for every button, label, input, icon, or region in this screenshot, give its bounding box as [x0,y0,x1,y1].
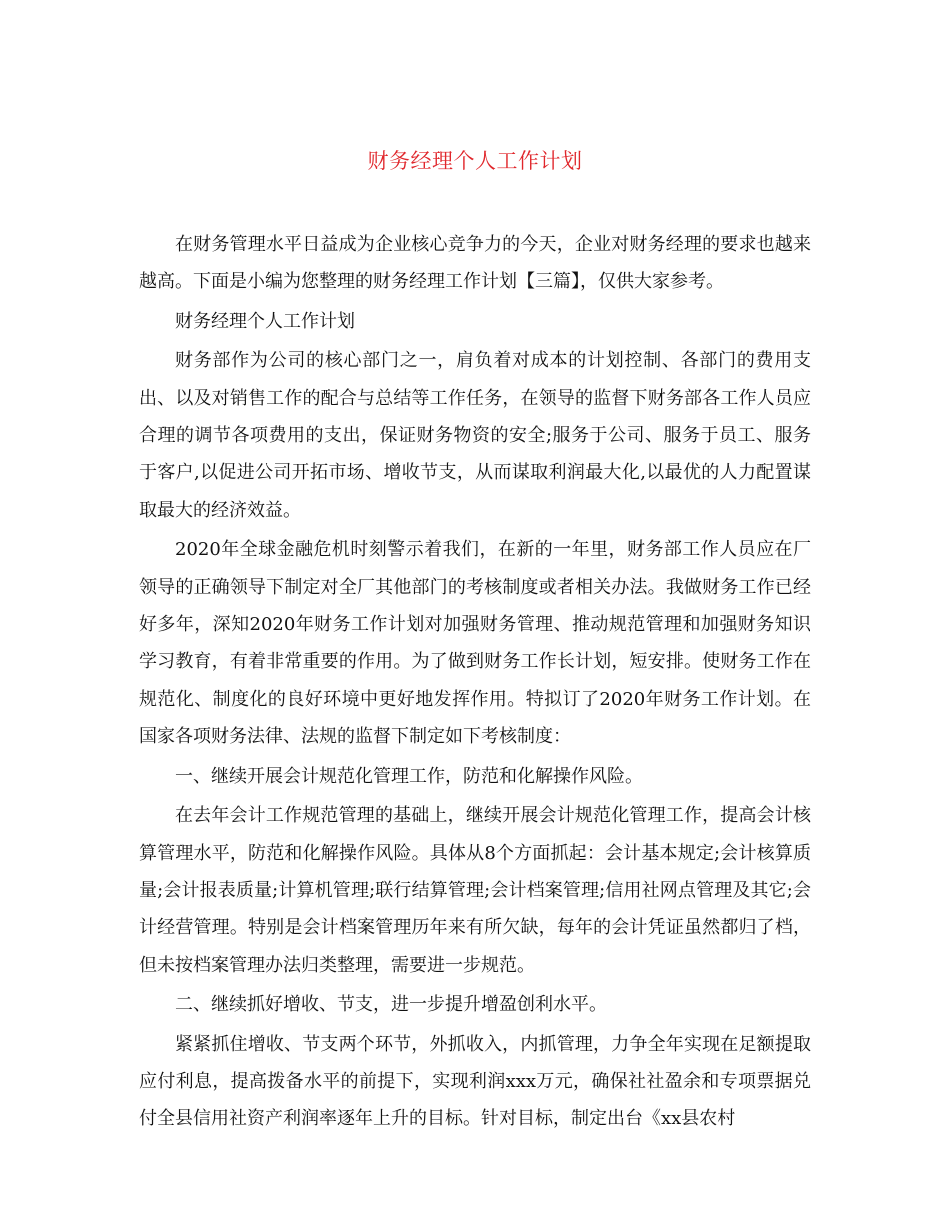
body-paragraph: 财务部作为公司的核心部门之一，肩负着对成本的计划控制、各部门的费用支出、以及对销售工作的配合与总结等工作任务，在领导的监督下财务部各工作人员应合理的调节各项费用的支出，保证财务物资的安全;服务于公司、服务于员工、服务于客户,以促进公司开拓市场、增收节支，从而谋取利润最大化,以最优的人力配置谋取最大的经济效益。 [139,350,811,521]
document-body [139,226,811,1140]
document-title: 财务经理个人工作计划 [367,149,583,173]
body-paragraph: 在去年会计工作规范管理的基础上，继续开展会计规范化管理工作，提高会计核算管理水平，防范和化解操作风险。具体从8个方面抓起：会计基本规定;会计核算质量;会计报表质量;计算机管理;联行结算管理;会计档案管理;信用社网点管理及其它;会计经营管理。特别是会计档案管理历年来有所欠缺，每年的会计凭证虽然都归了档，但未按档案管理办法归类整理，需要进一步规范。 [139,805,811,976]
subsection-heading: 二、继续抓好增收、节支，进一步提升增盈创利水平。 [175,994,607,1016]
body-paragraph: 2020年全球金融危机时刻警示着我们，在新的一年里，财务部工作人员应在厂领导的正确领导下制定对全厂其他部门的考核制度或者相关办法。我做财务工作已经好多年，深知2020年财务工作计划对加强财务管理、推动规范管理和加强财务知识学习教育，有着非常重要的作用。为了做到财务工作长计划，短安排。使财务工作在规范化、制度化的良好环境中更好地发挥作用。特拟订了2020年财务工作计划。在国家各项财务法律、法规的监督下制定如下考核制度： [139,539,811,748]
subsection-heading: 一、继续开展会计规范化管理工作，防范和化解操作风险。 [175,765,643,787]
body-paragraph: 紧紧抓住增收、节支两个环节，外抓收入，内抓管理，力争全年实现在足额提取应付利息，提高拨备水平的前提下，实现利润xxx万元，确保社社盈余和专项票据兑付全县信用社资产利润率逐年上升的目标。针对目标，制定出台《xx县农村 [139,1033,811,1130]
intro-paragraph: 在财务管理水平日益成为企业核心竞争力的今天，企业对财务经理的要求也越来越高。下面是小编为您整理的财务经理工作计划【三篇】，仅供大家参考。 [139,234,811,293]
section-heading: 财务经理个人工作计划 [175,310,355,332]
